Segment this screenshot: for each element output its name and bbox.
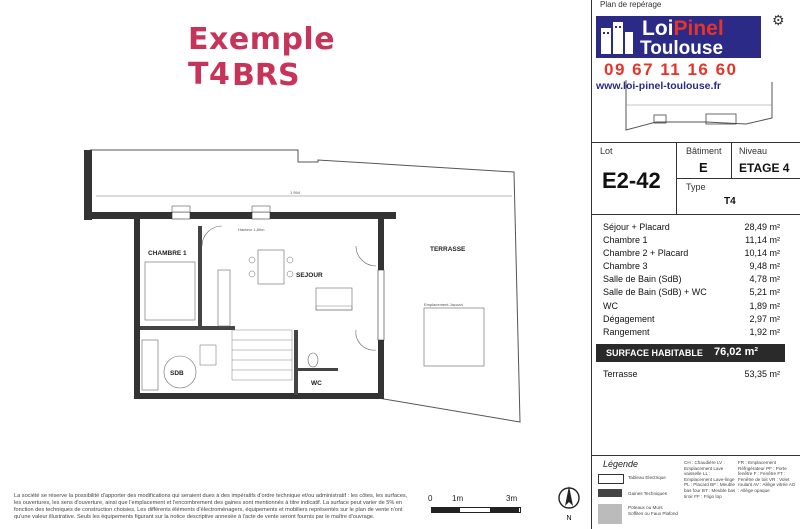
stairs	[232, 330, 292, 380]
bay-window	[378, 270, 384, 340]
window-4	[252, 206, 270, 212]
legend-codes-b: FR : Emplacement Réfrigérateur PF : Porte fenêtre F : Fenêtre FT : Fenêtre de toit VR : Volet roulant AV : Allège vitrée AO : Allège opaque	[738, 460, 796, 493]
room-row: Séjour + Placard 28,49 m²	[603, 222, 780, 232]
terrasse-row: Terrasse 53,35 m²	[603, 369, 780, 379]
batiment-value: E	[699, 160, 708, 175]
top-wall	[84, 212, 396, 219]
room-row: Rangement 1,92 m²	[603, 327, 780, 337]
tableau-icon	[598, 474, 624, 484]
room-row: Chambre 3 9,48 m²	[603, 261, 780, 271]
bathtub	[142, 340, 158, 390]
kitchen-counter	[218, 270, 230, 326]
page-title: Exemple T4	[188, 22, 336, 92]
reperage-title: Plan de repérage	[600, 0, 662, 9]
svg-text:N: N	[566, 515, 572, 522]
phone-number[interactable]: 09 67 11 16 60	[604, 60, 738, 79]
jacuzzi-label: Emplacement Jacuzzi	[424, 302, 463, 307]
page-subtitle: BRS	[232, 58, 300, 93]
type-value: T4	[724, 196, 736, 207]
west-wall	[134, 219, 140, 399]
room-row: Chambre 1 11,14 m²	[603, 235, 780, 245]
disclaimer: La société se réserve la possibilité d'apporter des modifications qui seraient dues à des impératifs d'ordre technique et/ou administratif : les côtes, les surfaces, les ouvertures, les sens d'ouverture, ainsi que l'emplacement et l'encombrement des gaines sont mentionnés à titre indicatif. La surface peut varier de 5% en fonction des techniques de construction choisies. Les différents éléments d'électroménagers, équipements et mobiliers représentés sur le plan de vente n'ont qu'une valeur illustrative. Seuls les équipements figurant sur la notice descriptive annexée à l'acte de vente seront fournis par le maître d'ouvrage.	[14, 493, 408, 520]
room-row: Salle de Bain (SdB) + WC 5,21 m²	[603, 287, 780, 297]
window-2	[252, 212, 270, 219]
type-label: Type	[686, 182, 706, 192]
batiment-label: Bâtiment	[686, 146, 722, 156]
lot-label: Lot	[600, 146, 613, 156]
dimension-label: 1 594	[290, 190, 301, 195]
toilet	[308, 353, 318, 367]
window-1	[172, 212, 190, 219]
legend-title: Légende	[603, 459, 639, 469]
sofa	[316, 288, 352, 310]
room-sejour: SEJOUR	[296, 272, 323, 279]
jacuzzi-area	[424, 308, 484, 366]
settings-icon: ⚙	[772, 12, 785, 28]
scale-one: 1m	[452, 494, 464, 503]
room-row: Chambre 2 + Placard 10,14 m²	[603, 248, 780, 258]
legend-tableau: Tableau Electrique	[628, 475, 666, 480]
poteaux-icon	[598, 504, 622, 524]
bottom-wall	[134, 393, 384, 399]
building-icon	[599, 20, 635, 54]
logo-city: Toulouse	[640, 38, 724, 59]
surface-label: SURFACE HABITABLE	[606, 348, 703, 358]
niveau-value: ETAGE 4	[739, 161, 790, 175]
room-row: WC 1,89 m²	[603, 301, 780, 311]
surface-value: 76,02 m²	[714, 346, 759, 358]
height-label: Hauteur 1,80m	[238, 227, 265, 232]
room-sdb: SDB	[170, 370, 184, 377]
room-row: Dégagement 2,97 m²	[603, 314, 780, 324]
legend-gaines: Gaines Techniques	[628, 491, 667, 496]
window-3	[172, 206, 190, 212]
gaines-icon	[598, 489, 622, 497]
room-wc: WC	[311, 380, 322, 387]
dining-table	[258, 250, 284, 284]
scale-bar	[428, 494, 528, 524]
room-row: Salle de Bain (SdB) 4,78 m²	[603, 274, 780, 284]
left-wall	[84, 150, 92, 220]
logo-text: LoiPinel	[642, 17, 724, 40]
legend-poteaux: Poteaux ou Murs Soffites ou Faux Plafond	[628, 505, 678, 516]
room-terrasse: TERRASSE	[430, 246, 466, 253]
legend-codes-a: CH : Chaudière LV : Emplacement Lave vaisselle LL : Emplacement Lave-linge PL : Placard BF : Meuble bas four BT : Meuble bas tiroir FF : Frigo top	[684, 460, 736, 499]
terrace-outline	[90, 150, 520, 422]
niveau-label: Niveau	[739, 146, 768, 156]
scale-three: 3m	[506, 494, 518, 503]
website-link[interactable]: www.loi-pinel-toulouse.fr	[596, 80, 722, 92]
scale-zero: 0	[428, 494, 433, 503]
bed	[145, 262, 195, 320]
room-chambre1: CHAMBRE 1	[148, 250, 187, 257]
north-arrow-icon	[556, 484, 582, 524]
lot-value: E2-42	[602, 168, 661, 193]
